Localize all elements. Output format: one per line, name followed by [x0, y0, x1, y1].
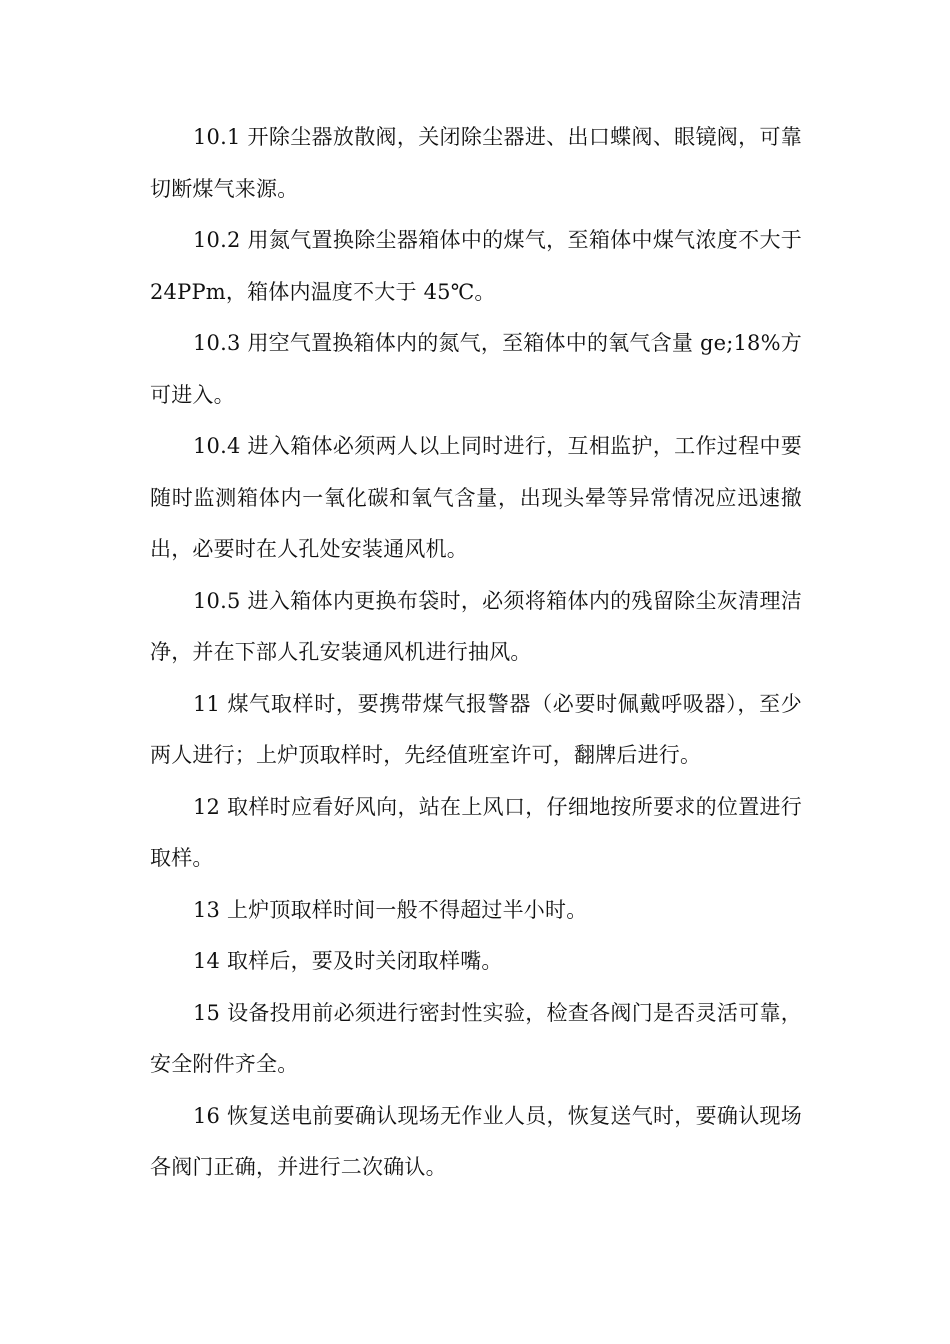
paragraph-10-3: 10.3 用空气置换箱体内的氮气，至箱体中的氧气含量 ge;18%方可进入。	[150, 331, 802, 407]
paragraph-10-2: 10.2 用氮气置换除尘器箱体中的煤气，至箱体中煤气浓度不大于 24PPm，箱体内温度不大于 45℃。	[150, 228, 802, 304]
paragraph-15: 15 设备投用前必须进行密封性实验，检查各阀门是否灵活可靠，安全附件齐全。	[150, 1000, 802, 1076]
paragraph-12: 12 取样时应看好风向，站在上风口，仔细地按所要求的位置进行取样。	[150, 794, 802, 870]
document-body	[150, 112, 802, 1194]
paragraph-14: 14 取样后，要及时关闭取样嘴。	[193, 949, 503, 973]
paragraph-10-5: 10.5 进入箱体内更换布袋时，必须将箱体内的残留除尘灰清理洁净，并在下部人孔安装通风机进行抽风。	[150, 588, 802, 664]
paragraph-10-1: 10.1 开除尘器放散阀，关闭除尘器进、出口蝶阀、眼镜阀，可靠切断煤气来源。	[150, 125, 802, 201]
paragraph-16: 16 恢复送电前要确认现场无作业人员，恢复送气时，要确认现场各阀门正确，并进行二次确认。	[150, 1103, 802, 1179]
paragraph-13: 13 上炉顶取样时间一般不得超过半小时。	[193, 897, 588, 922]
paragraph-10-4: 10.4 进入箱体必须两人以上同时进行，互相监护，工作过程中要随时监测箱体内一氧化碳和氧气含量，出现头晕等异常情况应迅速撤出，必要时在人孔处安装通风机。	[150, 434, 802, 561]
paragraph-11: 11 煤气取样时，要携带煤气报警器（必要时佩戴呼吸器），至少两人进行；上炉顶取样时，先经值班室许可，翻牌后进行。	[150, 691, 802, 767]
